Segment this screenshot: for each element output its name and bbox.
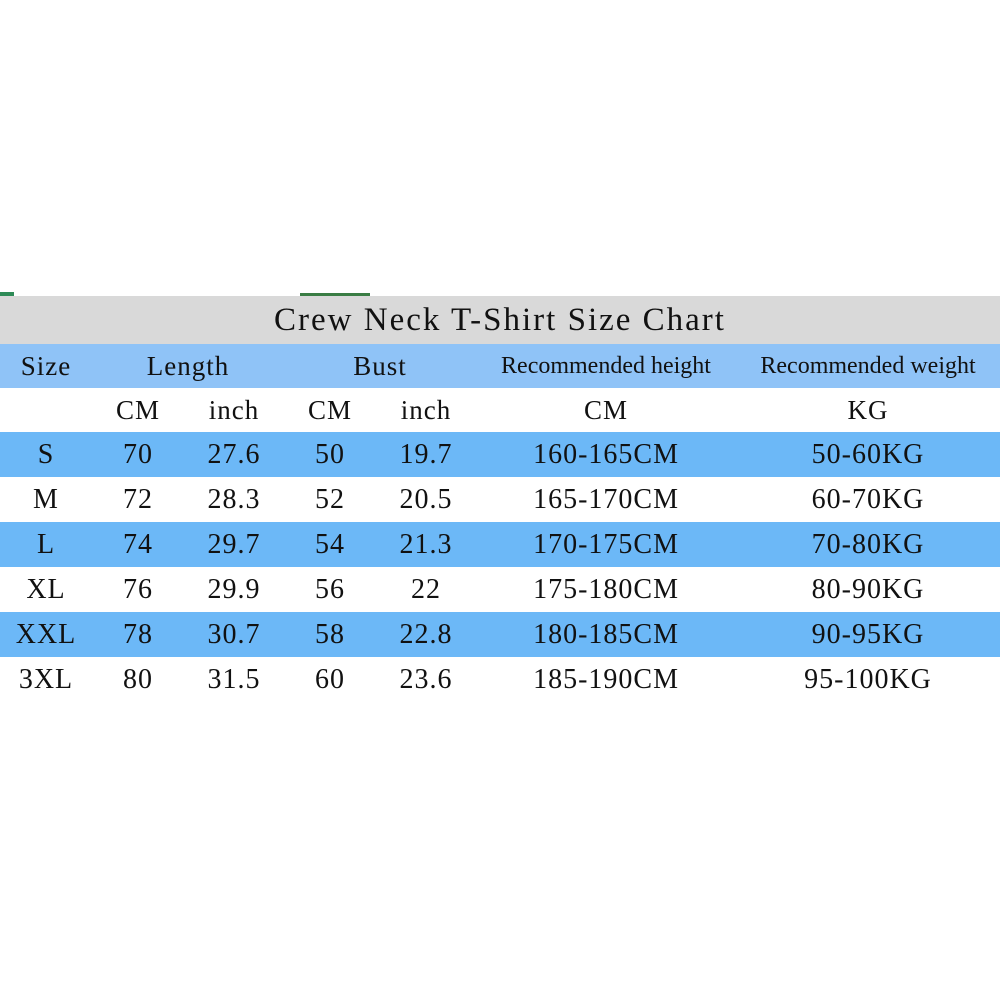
header-recommended-weight: Recommended weight bbox=[760, 352, 976, 379]
unit-length-cm: CM bbox=[115, 394, 161, 425]
header-size: Size bbox=[20, 350, 72, 381]
header-length: Length bbox=[146, 350, 230, 381]
size-chart-table bbox=[0, 344, 1000, 702]
unit-size bbox=[0, 388, 92, 432]
cell-length-inch: 27.6 bbox=[207, 438, 261, 470]
cell-bust-inch: 20.5 bbox=[399, 483, 453, 515]
cell-weight: 70-80KG bbox=[811, 528, 925, 560]
table-units-row bbox=[0, 388, 1000, 432]
cell-length-cm: 76 bbox=[123, 573, 153, 605]
cell-length-inch: 29.9 bbox=[207, 573, 261, 605]
cell-bust-inch: 22.8 bbox=[399, 618, 453, 650]
cell-height: 165-170CM bbox=[533, 483, 679, 515]
table-row bbox=[0, 432, 1000, 477]
header-bust: Bust bbox=[353, 350, 407, 381]
cell-bust-cm: 50 bbox=[315, 438, 346, 470]
unit-bust-cm: CM bbox=[308, 394, 353, 425]
cell-bust-cm: 54 bbox=[315, 528, 346, 560]
cell-size: XXL bbox=[15, 618, 77, 650]
cell-height: 170-175CM bbox=[533, 528, 679, 560]
cell-size: XL bbox=[26, 573, 66, 605]
cell-bust-cm: 52 bbox=[315, 483, 346, 515]
size-chart bbox=[0, 296, 1000, 702]
cell-length-inch: 31.5 bbox=[207, 663, 261, 695]
header-recommended-height: Recommended height bbox=[501, 352, 711, 379]
cell-weight: 90-95KG bbox=[811, 618, 925, 650]
cell-bust-cm: 58 bbox=[315, 618, 346, 650]
table-header-row bbox=[0, 344, 1000, 388]
cell-length-inch: 29.7 bbox=[207, 528, 261, 560]
cell-weight: 50-60KG bbox=[811, 438, 925, 470]
page-title: Crew Neck T-Shirt Size Chart bbox=[274, 301, 726, 338]
cell-length-cm: 80 bbox=[123, 663, 153, 695]
cell-length-cm: 72 bbox=[123, 483, 153, 515]
cell-length-cm: 70 bbox=[123, 438, 153, 470]
table-row bbox=[0, 612, 1000, 657]
cell-bust-cm: 56 bbox=[315, 573, 346, 605]
cell-bust-inch: 21.3 bbox=[399, 528, 453, 560]
cell-weight: 60-70KG bbox=[811, 483, 925, 515]
cell-length-inch: 28.3 bbox=[207, 483, 261, 515]
cell-bust-inch: 23.6 bbox=[399, 663, 453, 695]
cell-height: 160-165CM bbox=[533, 438, 679, 470]
cell-length-cm: 78 bbox=[123, 618, 153, 650]
cell-weight: 80-90KG bbox=[811, 573, 925, 605]
unit-height-cm: CM bbox=[584, 394, 629, 425]
cell-size: S bbox=[37, 438, 55, 470]
table-row bbox=[0, 477, 1000, 522]
unit-length-inch: inch bbox=[208, 394, 260, 425]
cell-length-inch: 30.7 bbox=[207, 618, 261, 650]
unit-weight-kg: KG bbox=[847, 394, 889, 425]
table-row bbox=[0, 567, 1000, 612]
cell-height: 180-185CM bbox=[533, 618, 679, 650]
cell-height: 175-180CM bbox=[533, 573, 679, 605]
cell-size: 3XL bbox=[18, 663, 74, 695]
cell-weight: 95-100KG bbox=[804, 663, 932, 695]
table-row bbox=[0, 657, 1000, 702]
cell-bust-inch: 22 bbox=[411, 573, 442, 605]
chart-title-bar bbox=[0, 296, 1000, 344]
cell-size: L bbox=[36, 528, 56, 560]
cell-height: 185-190CM bbox=[533, 663, 679, 695]
table-row bbox=[0, 522, 1000, 567]
unit-bust-inch: inch bbox=[400, 394, 452, 425]
cell-bust-inch: 19.7 bbox=[399, 438, 453, 470]
cell-length-cm: 74 bbox=[123, 528, 153, 560]
cell-size: M bbox=[33, 483, 59, 515]
cell-bust-cm: 60 bbox=[315, 663, 346, 695]
